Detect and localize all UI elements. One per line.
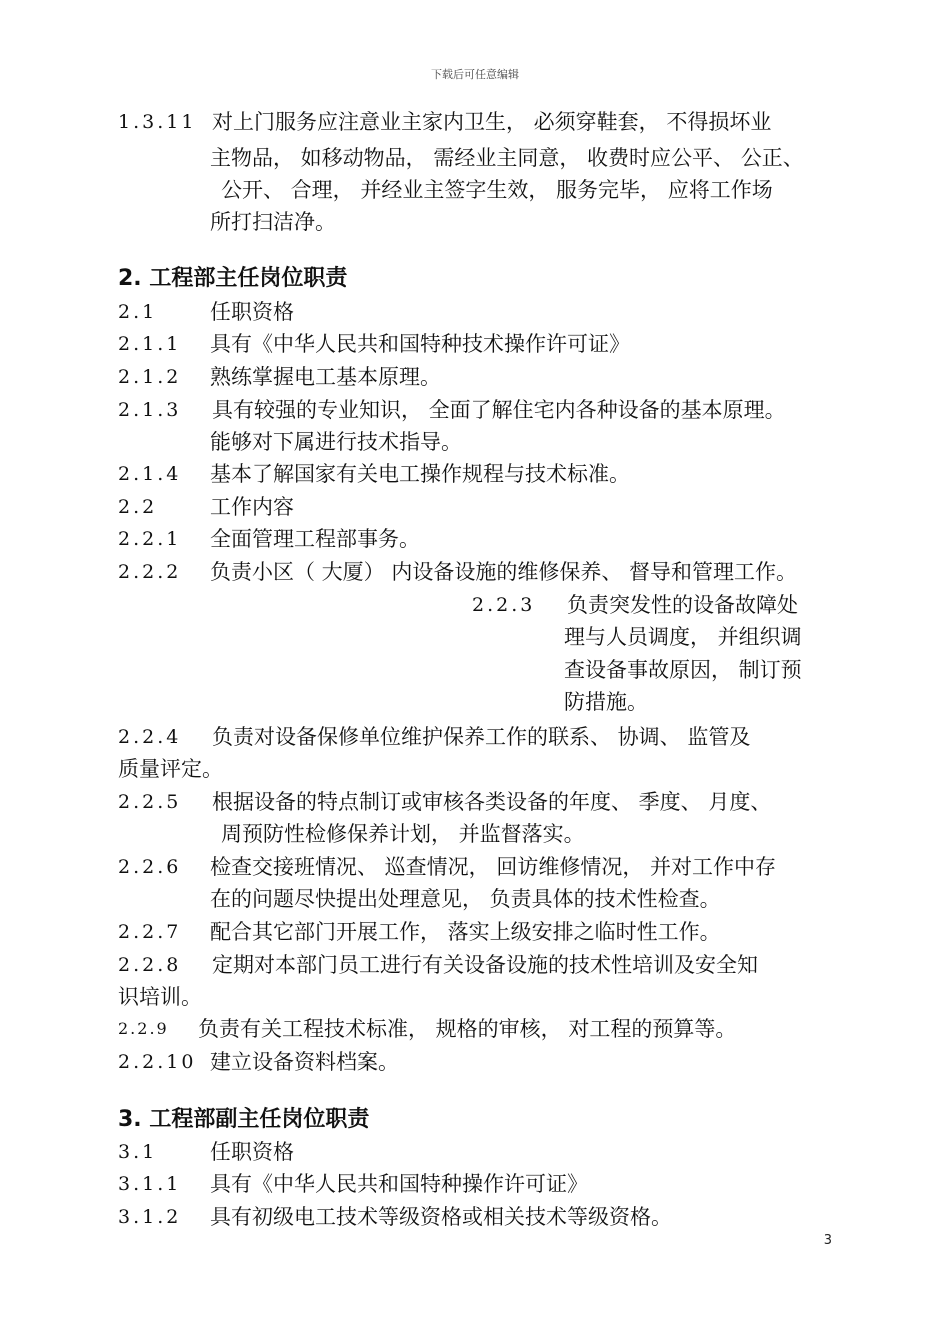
item-text: 负责对设备保修单位维护保养工作的联系、 协调、 监管及 (212, 725, 751, 749)
item-number: 2.2.8 (118, 954, 182, 976)
item-text: 具有较强的专业知识， 全面了解住宅内各种设备的基本原理。 (212, 398, 786, 422)
item-number: 2.1.4 (118, 463, 182, 485)
item-text: 工作内容 (210, 495, 294, 519)
item-number: 3.1.1 (118, 1173, 182, 1195)
item-text: 具有《中华人民共和国特种操作许可证》 (210, 1172, 588, 1196)
item-text: 负责突发性的设备故障处 (567, 593, 798, 617)
item-number: 2.1 (118, 301, 158, 323)
item-number: 2.2.1 (118, 528, 182, 550)
item-text: 负责有关工程技术标准， 规格的审核， 对工程的预算等。 (198, 1017, 737, 1041)
item-text: 负责小区（ 大厦） 内设备设施的维修保养、 督导和管理工作。 (210, 560, 798, 584)
page-number: 3 (823, 1233, 832, 1248)
item-number: 2.2.7 (118, 921, 182, 943)
item-text: 识培训。 (118, 985, 202, 1009)
item-number: 2.2.3 (472, 594, 536, 616)
item-text: 在的问题尽快提出处理意见， 负责具体的技术性检查。 (210, 887, 721, 911)
item-text: 检查交接班情况、 巡查情况， 回访维修情况， 并对工作中存 (210, 855, 777, 879)
item-number: 2.1.2 (118, 366, 182, 388)
item-number: 1.3.11 (118, 111, 197, 133)
item-number: 3.1.2 (118, 1206, 182, 1228)
item-text: 熟练掌握电工基本原理。 (210, 365, 441, 389)
item-text: 具有初级电工技术等级资格或相关技术等级资格。 (210, 1205, 672, 1229)
item-number: 2.2.4 (118, 726, 182, 748)
item-text: 公开、 合理， 并经业主签字生效， 服务完毕， 应将工作场 (221, 178, 773, 202)
item-number: 2.1.1 (118, 333, 182, 355)
item-text: 具有《中华人民共和国特种技术操作许可证》 (210, 332, 630, 356)
item-text: 任职资格 (210, 1140, 294, 1164)
item-text: 基本了解国家有关电工操作规程与技术标准。 (210, 462, 630, 486)
item-text: 查设备事故原因， 制订预 (564, 658, 802, 682)
item-number: 3.1 (118, 1141, 158, 1163)
item-text: 全面管理工程部事务。 (210, 527, 420, 551)
item-number: 2.2.5 (118, 791, 182, 813)
item-text: 主物品， 如移动物品， 需经业主同意， 收费时应公平、 公正、 (210, 146, 804, 170)
item-text: 防措施。 (564, 690, 648, 714)
item-number: 2.2 (118, 496, 158, 518)
item-text: 建立设备资料档案。 (210, 1050, 399, 1074)
item-text: 能够对下属进行技术指导。 (210, 430, 462, 454)
item-text: 根据设备的特点制订或审核各类设备的年度、 季度、 月度、 (212, 790, 772, 814)
item-number: 2.2.10 (118, 1051, 197, 1073)
section-heading: 2. 工程部主任岗位职责 (118, 266, 348, 291)
item-number: 2.2.9 (118, 1019, 169, 1038)
item-text: 周预防性检修保养计划， 并监督落实。 (221, 822, 585, 846)
page-header: 下载后可任意编辑 (431, 68, 519, 81)
item-number: 2.1.3 (118, 399, 182, 421)
item-text: 质量评定。 (118, 757, 223, 781)
item-text: 理与人员调度， 并组织调 (564, 625, 802, 649)
item-number: 2.2.6 (118, 856, 182, 878)
item-number: 2.2.2 (118, 561, 182, 583)
section-heading: 3. 工程部副主任岗位职责 (118, 1107, 370, 1132)
item-text: 任职资格 (210, 300, 294, 324)
item-text: 配合其它部门开展工作， 落实上级安排之临时性工作。 (210, 920, 721, 944)
item-text: 定期对本部门员工进行有关设备设施的技术性培训及安全知 (212, 953, 758, 977)
item-text: 所打扫洁净。 (210, 210, 336, 234)
item-text: 对上门服务应注意业主家内卫生， 必须穿鞋套， 不得损坏业 (212, 110, 772, 134)
